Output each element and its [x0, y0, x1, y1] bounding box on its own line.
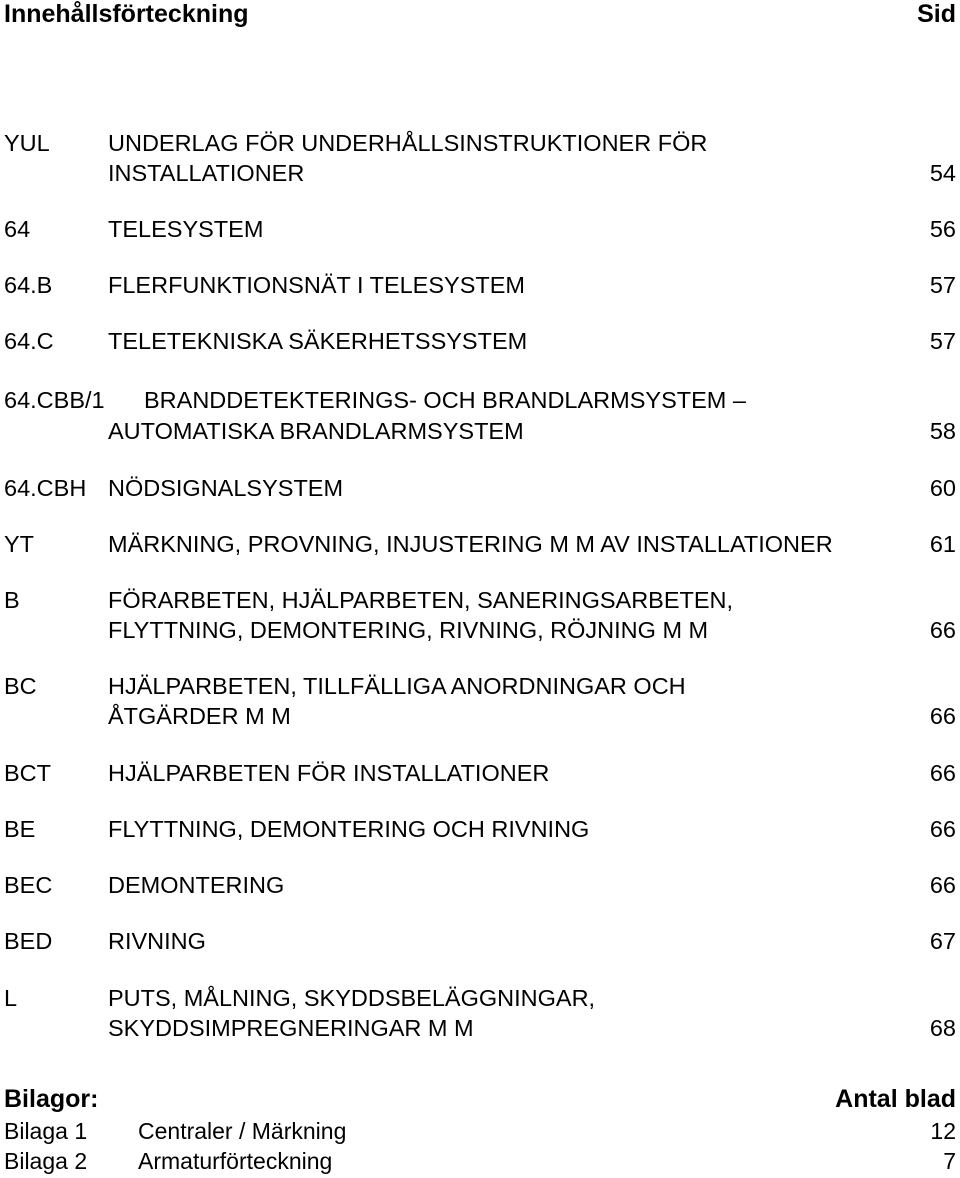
- attachment-name: Armaturförteckning: [138, 1148, 333, 1174]
- attachment-label: Bilaga 1: [4, 1118, 88, 1144]
- entry-page: 66: [929, 703, 956, 729]
- entry-title-line1: RIVNING: [108, 928, 206, 954]
- attachment-name: Centraler / Märkning: [138, 1118, 347, 1144]
- attachments-heading: Bilagor:: [4, 1085, 99, 1113]
- entry-title-line1: HJÄLPARBETEN, TILLFÄLLIGA ANORDNINGAR OCH: [108, 673, 686, 699]
- entry-title-line2: SKYDDSIMPREGNERINGAR M M: [108, 1015, 474, 1041]
- entry-page: 66: [929, 617, 956, 643]
- entry-code: YUL: [4, 130, 50, 156]
- entry-code: 64.CBB/1: [4, 387, 105, 413]
- entry-page: 57: [929, 328, 956, 354]
- page-title: Innehållsförteckning: [4, 0, 249, 28]
- entry-title-line1: UNDERLAG FÖR UNDERHÅLLSINSTRUKTIONER FÖR: [108, 130, 708, 156]
- entry-code: 64.CBH: [4, 475, 87, 501]
- entry-page: 58: [929, 418, 956, 444]
- entry-title-line1: TELESYSTEM: [108, 216, 264, 242]
- entry-title-line2: ÅTGÄRDER M M: [108, 703, 291, 729]
- entry-code: B: [4, 587, 20, 613]
- entry-code: BED: [4, 928, 53, 954]
- entry-title-line1: DEMONTERING: [108, 872, 285, 898]
- entry-code: YT: [4, 531, 35, 557]
- attachment-count: 12: [930, 1118, 956, 1144]
- entry-page: 60: [929, 475, 956, 501]
- entry-title-line1: MÄRKNING, PROVNING, INJUSTERING M M AV INSTALLATIONER: [108, 531, 833, 557]
- entry-title-line2: INSTALLATIONER: [108, 160, 305, 186]
- entry-code: 64.C: [4, 328, 54, 354]
- entry-page: 68: [929, 1015, 956, 1041]
- entry-title-line1: TELETEKNISKA SÄKERHETSSYSTEM: [108, 328, 528, 354]
- entry-code: 64: [4, 216, 31, 242]
- entry-page: 61: [929, 531, 956, 557]
- entry-title-line2: AUTOMATISKA BRANDLARMSYSTEM: [108, 418, 524, 444]
- entry-title-line1: FLERFUNKTIONSNÄT I TELESYSTEM: [108, 272, 525, 298]
- entry-page: 56: [929, 216, 956, 242]
- page-column-heading: Sid: [917, 0, 956, 28]
- entry-page: 54: [929, 160, 956, 186]
- entry-code: BEC: [4, 872, 53, 898]
- entry-code: 64.B: [4, 272, 53, 298]
- entry-title-line1: FLYTTNING, DEMONTERING OCH RIVNING: [108, 816, 590, 842]
- entry-code: BCT: [4, 760, 51, 786]
- entry-page: 66: [929, 816, 956, 842]
- entry-page: 57: [929, 272, 956, 298]
- entry-code: BC: [4, 673, 37, 699]
- entry-title-line1: HJÄLPARBETEN FÖR INSTALLATIONER: [108, 760, 550, 786]
- entry-page: 66: [929, 872, 956, 898]
- entry-title-line1: BRANDDETEKTERINGS- OCH BRANDLARMSYSTEM –: [144, 387, 746, 413]
- entry-title-line1: PUTS, MÅLNING, SKYDDSBELÄGGNINGAR,: [108, 985, 596, 1011]
- entry-code: L: [4, 985, 18, 1011]
- entry-page: 66: [929, 760, 956, 786]
- attachment-label: Bilaga 2: [4, 1148, 88, 1174]
- attachment-count: 7: [943, 1148, 956, 1174]
- entry-page: 67: [929, 928, 956, 954]
- entry-title-line1: NÖDSIGNALSYSTEM: [108, 475, 344, 501]
- attachments-count-heading: Antal blad: [835, 1085, 956, 1113]
- entry-code: BE: [4, 816, 36, 842]
- entry-title-line1: FÖRARBETEN, HJÄLPARBETEN, SANERINGSARBETEN,: [108, 587, 734, 613]
- entry-title-line2: FLYTTNING, DEMONTERING, RIVNING, RÖJNING M M: [108, 617, 709, 643]
